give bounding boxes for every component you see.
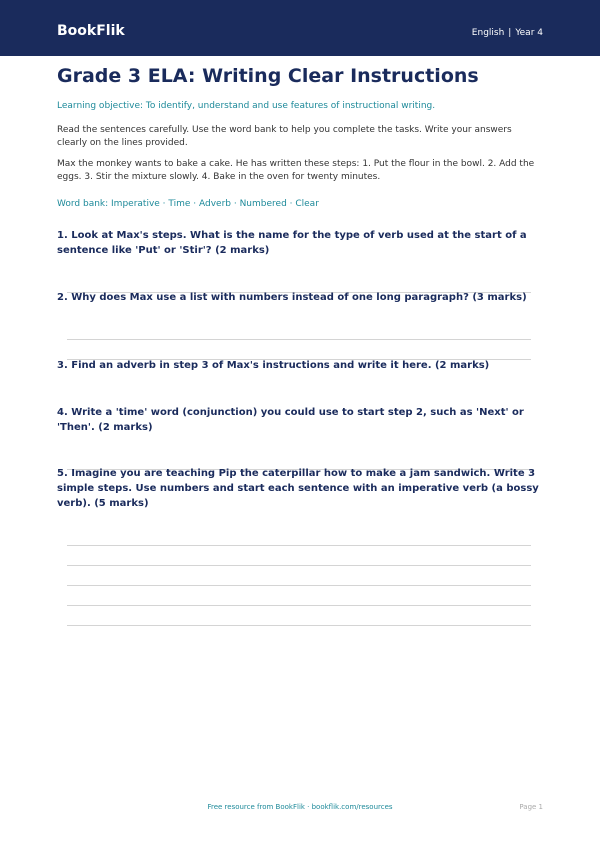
meta-separator: | bbox=[508, 28, 512, 38]
answer-line[interactable] bbox=[67, 339, 531, 340]
question-2: 2. Why does Max use a list with numbers instead of one long paragraph? (3 marks) bbox=[57, 292, 527, 303]
page-title: Grade 3 ELA: Writing Clear Instructions bbox=[57, 65, 479, 87]
subject-label: English bbox=[471, 28, 505, 38]
learning-objective: Learning objective: To identify, understand and use features of instructional writing. bbox=[57, 101, 436, 111]
page-number: Page 1 bbox=[519, 803, 543, 811]
brand-logo: BookFlik bbox=[57, 23, 125, 39]
subject-meta bbox=[472, 27, 543, 39]
question-3: 3. Find an adverb in step 3 of Max's instructions and write it here. (2 marks) bbox=[57, 360, 490, 371]
question-4: 4. Write a 'time' word (conjunction) you could use to start step 2, such as 'Next' or 'Then'. (2 marks) bbox=[57, 407, 524, 433]
answer-line[interactable] bbox=[67, 565, 531, 566]
year-label: Year 4 bbox=[515, 28, 543, 38]
instructions-text: Read the sentences carefully. Use the word bank to help you complete the tasks. Write your answers clearly on the lines provided. bbox=[57, 125, 512, 148]
question-1: 1. Look at Max's steps. What is the name for the type of verb used at the start of a sentence like 'Put' or 'Stir'? (2 marks) bbox=[57, 230, 527, 256]
answer-line[interactable] bbox=[67, 605, 531, 606]
word-bank: Word bank: Imperative · Time · Adverb · Numbered · Clear bbox=[57, 199, 319, 209]
footer-credit: Free resource from BookFlik · bookflik.com/resources bbox=[207, 803, 393, 811]
answer-line[interactable] bbox=[67, 585, 531, 586]
scenario-text: Max the monkey wants to bake a cake. He has written these steps: 1. Put the flour in the bowl. 2. Add the eggs. 3. Stir the mixture slowly. 4. Bake in the oven for twenty minutes. bbox=[57, 159, 535, 182]
answer-line[interactable] bbox=[67, 625, 531, 626]
question-5: 5. Imagine you are teaching Pip the caterpillar how to make a jam sandwich. Write 3 simple steps. Use numbers and start each sentence with an imperative verb (a bossy verb). (5 marks) bbox=[57, 468, 539, 509]
answer-line[interactable] bbox=[67, 545, 531, 546]
header-bar bbox=[0, 0, 600, 56]
